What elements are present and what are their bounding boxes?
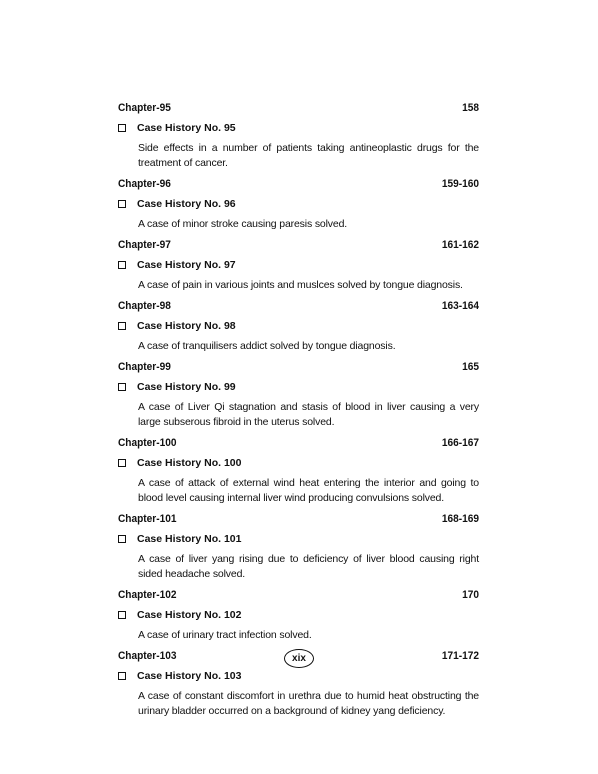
- checkbox-bullet-icon: [118, 672, 126, 680]
- chapter-heading: [118, 101, 479, 115]
- chapter-title: Chapter-95: [118, 102, 171, 114]
- chapter-title: Chapter-102: [118, 589, 177, 601]
- case-heading: [118, 532, 479, 546]
- checkbox-bullet-icon: [118, 322, 126, 330]
- chapter-heading: [118, 436, 479, 450]
- chapter-title: Chapter-101: [118, 513, 177, 525]
- chapter-title: Chapter-97: [118, 239, 171, 251]
- case-title: Case History No. 102: [137, 609, 242, 621]
- case-description: Side effects in a number of patients taking antineoplastic drugs for the treatment of cancer.: [138, 142, 479, 169]
- page-range: 158: [462, 102, 480, 114]
- page-number-badge: [284, 649, 314, 668]
- page-range: 159-160: [441, 178, 480, 190]
- case-heading: [118, 380, 479, 394]
- case-title: Case History No. 95: [137, 122, 236, 134]
- case-description: A case of pain in various joints and muslces solved by tongue diagnosis.: [138, 279, 463, 291]
- chapter-title: Chapter-100: [118, 437, 177, 449]
- case-heading: [118, 197, 479, 211]
- checkbox-bullet-icon: [118, 383, 126, 391]
- page-footer: [0, 649, 598, 668]
- page-range: 166-167: [441, 437, 480, 449]
- case-description: A case of urinary tract infection solved.: [138, 629, 312, 641]
- case-description: A case of Liver Qi stagnation and stasis of blood in liver causing a very large subserous fibroid in the uterus solved.: [138, 401, 479, 428]
- case-title: Case History No. 100: [137, 457, 242, 469]
- page-range: 161-162: [441, 239, 480, 251]
- page-range: 163-164: [441, 300, 480, 312]
- case-heading: [118, 258, 479, 272]
- chapter-title: Chapter-103: [118, 650, 177, 662]
- checkbox-bullet-icon: [118, 124, 126, 132]
- chapter-heading: [118, 360, 479, 374]
- case-title: Case History No. 98: [137, 320, 236, 332]
- chapter-heading: [118, 177, 479, 191]
- table-of-contents: [118, 101, 479, 719]
- case-title: Case History No. 101: [137, 533, 242, 545]
- case-description: A case of minor stroke causing paresis solved.: [138, 218, 348, 230]
- page-range: 171-172: [441, 650, 480, 662]
- case-heading: [118, 121, 479, 135]
- case-description: A case of tranquilisers addict solved by tongue diagnosis.: [138, 340, 396, 352]
- chapter-title: Chapter-98: [118, 300, 171, 312]
- chapter-title: Chapter-96: [118, 178, 171, 190]
- chapter-heading: [118, 299, 479, 313]
- chapter-heading: [118, 588, 479, 602]
- chapter-title: Chapter-99: [118, 361, 171, 373]
- chapter-heading: [118, 238, 479, 252]
- chapter-heading: [118, 512, 479, 526]
- case-heading: [118, 456, 479, 470]
- case-title: Case History No. 97: [137, 259, 236, 271]
- case-title: Case History No. 96: [137, 198, 236, 210]
- case-heading: [118, 608, 479, 622]
- case-title: Case History No. 103: [137, 670, 242, 682]
- checkbox-bullet-icon: [118, 459, 126, 467]
- case-heading: [118, 319, 479, 333]
- checkbox-bullet-icon: [118, 261, 126, 269]
- checkbox-bullet-icon: [118, 200, 126, 208]
- checkbox-bullet-icon: [118, 535, 126, 543]
- checkbox-bullet-icon: [118, 611, 126, 619]
- page-number: xix: [292, 653, 306, 664]
- case-title: Case History No. 99: [137, 381, 236, 393]
- case-description: A case of attack of external wind heat entering the interior and going to blood level causing internal liver wind producing convulsions solved.: [138, 477, 479, 504]
- page-range: 168-169: [441, 513, 480, 525]
- case-description: A case of liver yang rising due to deficiency of liver blood causing right sided headache solved.: [138, 553, 479, 580]
- case-heading: [118, 669, 479, 683]
- page-range: 170: [462, 589, 480, 601]
- page-range: 165: [462, 361, 480, 373]
- case-description: A case of constant discomfort in urethra due to humid heat obstructing the urinary bladder occurred on a background of kidney yang deficiency.: [138, 690, 479, 717]
